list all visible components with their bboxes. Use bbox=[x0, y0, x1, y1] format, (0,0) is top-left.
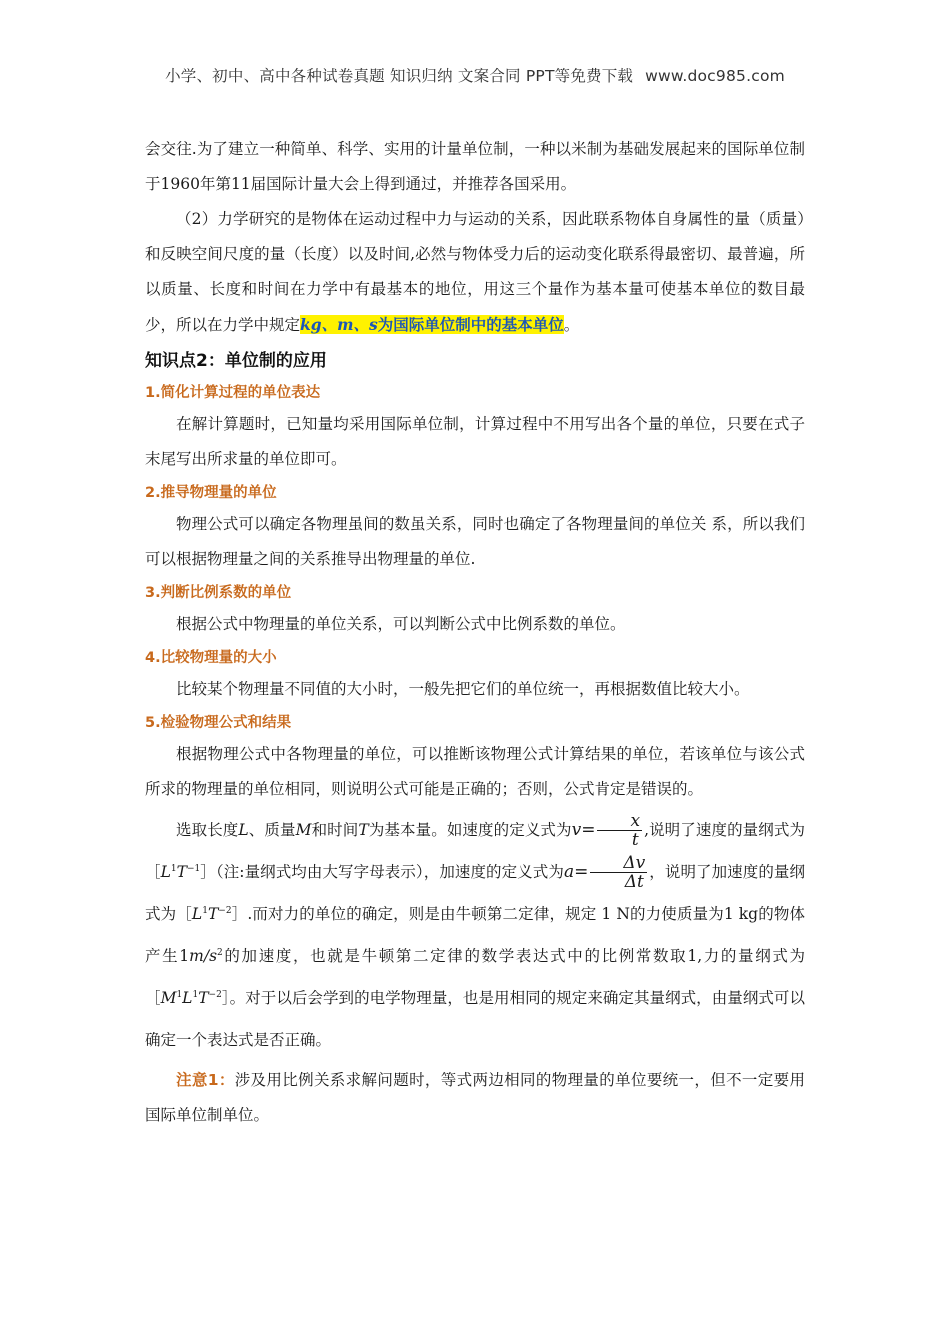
acceleration-fraction bbox=[590, 854, 647, 891]
item-4-heading: 4.比较物理量的大小 bbox=[145, 650, 277, 666]
dim-F-L-exp: 1 bbox=[192, 989, 199, 1000]
dim-v-T: T bbox=[176, 863, 187, 881]
dim-text-9: 的加速度，也就是牛顿第二定律的数学表达式中的比例常数取1,力的量纲式为［ bbox=[145, 947, 805, 1007]
header-text: 小学、初中、高中各种试卷真题 知识归纳 文案合同 PPT等免费下载 bbox=[165, 67, 634, 85]
content-body bbox=[145, 132, 805, 1133]
velocity-denominator: t bbox=[631, 830, 639, 850]
dim-F-T: T bbox=[198, 989, 209, 1007]
dimension-paragraph bbox=[145, 809, 805, 1061]
note-paragraph bbox=[145, 1063, 805, 1133]
item-2-heading: 2.推导物理量的单位 bbox=[145, 485, 277, 501]
item-2-body: 物理公式可以确定各物理虽间的数虽关系，同时也确定了各物理量间的单位关 系，所以我们可以根据物理量之间的关系推导出物理量的单位. bbox=[145, 515, 805, 568]
intro-p2-end: 。 bbox=[563, 316, 580, 334]
dim-text-2: 、质量 bbox=[248, 821, 296, 839]
dim-text-6: ］（注:量纲式均由大写字母表示），加速度的定义式为 bbox=[200, 863, 564, 881]
item-1-heading: 1.简化计算过程的单位表达 bbox=[145, 385, 321, 401]
page-header bbox=[0, 64, 950, 86]
dim-v-L-exp: 1 bbox=[170, 863, 177, 874]
equals-sign: = bbox=[581, 820, 596, 840]
dim-a-L-exp: 1 bbox=[202, 905, 208, 916]
intro-p2-text: （2）力学研究的是物体在运动过程中力与运动的关系，因此联系物体自身属性的量（质量）和反映空间尺度的量（长度）以及时间,必然与物体受力后的运动变化联系得最密切、最普遍，所以质量、长度和时间在力学中有最基本的地位，用这三个量作为基本量可使基本单位的数目最少，所以在力学中规定 bbox=[145, 210, 805, 334]
acceleration-formula bbox=[563, 853, 649, 892]
dim-text-7: ，说明了加速度的量纲式为［ bbox=[145, 863, 805, 923]
dim-F-L: L bbox=[182, 989, 193, 1007]
note-text: 涉及用比例关系求解问题时，等式两边相同的物理量的单位要统一，但不一定要用国际单位制单位。 bbox=[145, 1071, 805, 1124]
velocity-fraction bbox=[597, 812, 642, 849]
dim-v-L: L bbox=[160, 863, 171, 881]
dim-text-3: 和时间 bbox=[311, 821, 359, 839]
dim-text-5: ,说明了速度的量纲式为［ bbox=[145, 821, 805, 881]
velocity-formula bbox=[571, 811, 644, 850]
acceleration-denominator: Δt bbox=[624, 872, 644, 892]
intro-paragraph-1: 会交往.为了建立一种简单、科学、实用的计量单位制，一种以米制为基础发展起来的国际单位制于1960年第11届国际计量大会上得到通过，并推荐各国采用。 bbox=[145, 140, 805, 193]
velocity-numerator: x bbox=[597, 812, 642, 831]
item-3-heading: 3.判断比例系数的单位 bbox=[145, 585, 292, 601]
dim-a-T: T bbox=[207, 905, 219, 923]
acceleration-unit-exp: 2 bbox=[217, 947, 223, 958]
item-4-body: 比较某个物理量不同值的大小时，一般先把它们的单位统一，再根据数值比较大小。 bbox=[176, 680, 750, 698]
dim-text-4: 为基本量。如速度的定义式为 bbox=[368, 821, 572, 839]
dim-text-10: ］。对于以后会学到的电学物理量，也是用相同的规定来确定其量纲式，由量纲式可以确定一个表达式是否正确。 bbox=[145, 989, 805, 1049]
dim-F-M-exp: 1 bbox=[176, 989, 183, 1000]
velocity-symbol: v bbox=[571, 820, 582, 840]
dim-v-T-exp: −1 bbox=[186, 863, 201, 874]
acceleration-unit: m/s bbox=[189, 947, 218, 965]
intro-paragraph-2 bbox=[145, 202, 805, 343]
acceleration-symbol: a bbox=[563, 862, 575, 882]
dim-text-8: ］.而对力的单位的确定，则是由牛顿第二定律，规定 1 N的力使质量为1 kg的物体产生1 bbox=[145, 905, 805, 965]
symbol-L: L bbox=[238, 821, 249, 839]
symbol-T: T bbox=[358, 821, 369, 839]
dim-a-L: L bbox=[191, 905, 203, 923]
header-url[interactable]: www.doc985.com bbox=[645, 67, 785, 85]
section-title: 知识点2：单位制的应用 bbox=[145, 351, 327, 371]
item-3-body: 根据公式中物理量的单位关系，可以判断公式中比例系数的单位。 bbox=[176, 615, 626, 633]
dim-text-1: 选取长度 bbox=[176, 821, 239, 839]
base-units-label: 为国际单位制中的基本单位 bbox=[377, 315, 564, 334]
highlighted-base-units bbox=[300, 315, 564, 334]
symbol-M: M bbox=[295, 821, 312, 839]
dim-a-T-exp: −2 bbox=[218, 905, 232, 916]
note-label: 注意1： bbox=[176, 1071, 235, 1089]
base-units-symbols: kg、m、s bbox=[300, 315, 378, 334]
equals-sign-2: = bbox=[574, 862, 589, 882]
item-5-heading: 5.检验物理公式和结果 bbox=[145, 715, 292, 731]
item-1-body: 在解计算题时，已知量均采用国际单位制，计算过程中不用写出各个量的单位，只要在式子末尾写出所求量的单位即可。 bbox=[145, 415, 805, 468]
dim-F-M: M bbox=[160, 989, 177, 1007]
item-5-body: 根据物理公式中各物理量的单位，可以推断该物理公式计算结果的单位，若该单位与该公式所求的物理量的单位相同，则说明公式可能是正确的；否则，公式肯定是错误的。 bbox=[145, 745, 805, 798]
acceleration-numerator: Δv bbox=[590, 854, 647, 873]
dim-F-T-exp: −2 bbox=[208, 989, 222, 1000]
